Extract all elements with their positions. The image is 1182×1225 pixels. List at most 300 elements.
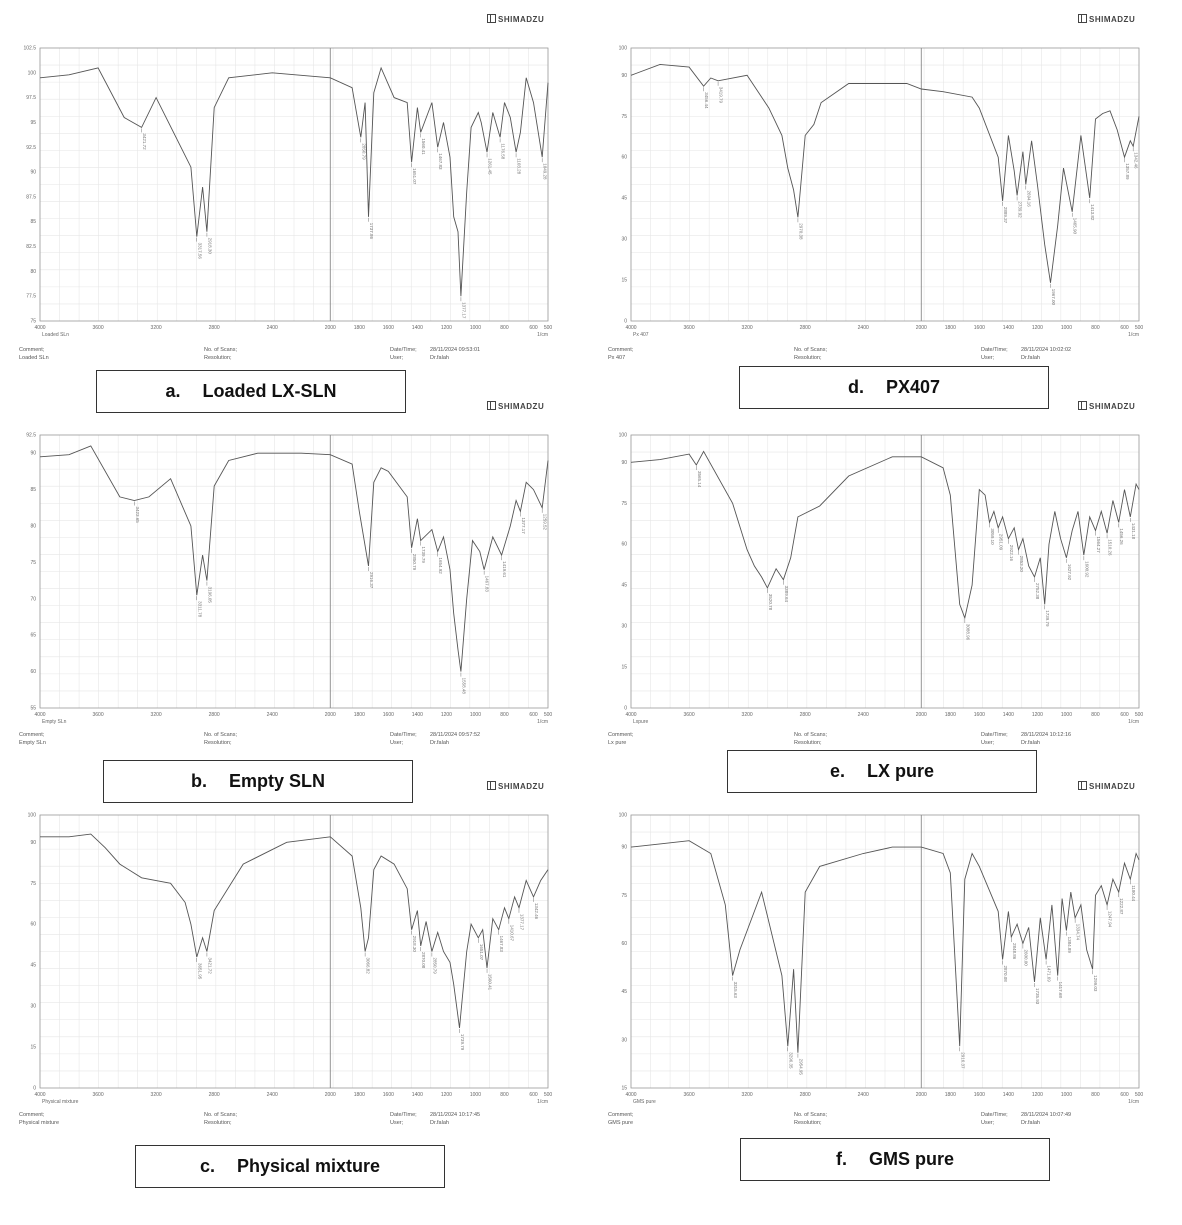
peak-label: 1739.79: [421, 546, 427, 563]
peak-label: 1735.93: [1034, 988, 1040, 1005]
x-tick-label: 1800: [944, 712, 956, 718]
x-tick-label: 2000: [324, 712, 336, 718]
x-tick-label: 1800: [353, 1092, 365, 1098]
peak-label: 2916.37: [368, 572, 374, 589]
peak-label: 1467.83: [438, 153, 444, 170]
grid: [40, 48, 548, 321]
x-axis-unit: 1/cm: [1128, 332, 1139, 338]
peak-label: 1176.58: [500, 143, 506, 160]
x-tick-label: 3200: [741, 325, 753, 331]
meta-comment-value: Physical mixture: [19, 1120, 60, 1126]
peak-label: 3389.64: [783, 585, 789, 602]
caption-text: Physical mixture: [236, 1156, 381, 1176]
x-tick-label: 2000: [915, 325, 927, 331]
x-tick-label: 500: [543, 712, 553, 718]
meta-comment-label: Comment;: [608, 732, 634, 738]
peak-label: 3311.78: [197, 601, 203, 618]
meta-datetime-value: 28/11/2024 09:53:01: [430, 347, 481, 353]
y-tick-label: 100: [27, 70, 36, 77]
y-tick-label: 80: [30, 523, 36, 530]
meta-comment-label: Comment;: [19, 1112, 45, 1118]
peak-label: 3520.78: [767, 593, 773, 611]
peak-label: 1180.44: [1130, 885, 1136, 902]
grid: [40, 815, 548, 1088]
caption-text: GMS pure: [868, 1149, 954, 1169]
peak-label: 2870.08: [1003, 965, 1009, 982]
peak-label: 1431.18: [1130, 522, 1136, 540]
caption-text: PX407: [885, 377, 941, 397]
meta-comment-label: Comment;: [19, 732, 45, 738]
x-tick-label: 3600: [683, 1092, 695, 1098]
y-tick-label: 55: [30, 705, 36, 712]
grid: [631, 435, 1139, 708]
meta-user-label: User;: [981, 1120, 995, 1126]
peak-label: 3419.79: [718, 86, 724, 104]
x-tick-label: 1800: [353, 325, 365, 331]
meta-resolution-label: Resolution;: [794, 355, 822, 361]
peak-label: 1558.48: [461, 677, 467, 694]
x-tick-label: 600: [1120, 325, 1129, 331]
peak-label: 2954.95: [798, 1058, 804, 1075]
x-tick-label: 2400: [857, 712, 869, 718]
x-tick-label: 800: [1091, 1092, 1100, 1098]
y-tick-label: 97.5: [26, 95, 36, 102]
x-tick-label: 3600: [92, 325, 104, 331]
peak-label: 2853.20: [1019, 555, 1025, 572]
peak-label: 2848.86: [1011, 943, 1017, 960]
meta-scans-label: No. of Scans;: [794, 1112, 828, 1118]
y-tick-label: 60: [30, 669, 36, 676]
peak-label: 1654.92: [438, 557, 444, 574]
brand-text: SHIMADZU: [1089, 402, 1136, 411]
peak-label: 2951.09: [998, 533, 1004, 551]
y-tick-label: 82.5: [26, 244, 36, 251]
panel-f: [591, 775, 1151, 1135]
peak-label: 2694.16: [1026, 190, 1032, 207]
x-tick-label: 1000: [1060, 1092, 1072, 1098]
peak-label: 1342.46: [533, 902, 539, 920]
x-tick-label: 1200: [440, 325, 452, 331]
x-tick-label: 3600: [683, 325, 695, 331]
x-axis-unit: 1/cm: [537, 332, 548, 338]
peak-label: 1456.26: [1119, 528, 1125, 545]
grid: [631, 48, 1139, 321]
x-tick-label: 1400: [411, 712, 423, 718]
meta-comment-value: Lx pure: [608, 740, 627, 746]
x-tick-label: 800: [1091, 325, 1100, 331]
meta-datetime-label: Date/Time;: [981, 1112, 1008, 1118]
x-tick-label: 4000: [34, 712, 46, 718]
ftir-spectrum-f: [591, 775, 1151, 1135]
x-tick-label: 4000: [625, 325, 637, 331]
caption-text: Empty SLN: [228, 771, 325, 791]
y-tick-label: 75: [30, 880, 36, 887]
y-tick-label: 100: [27, 812, 36, 819]
caption-text: LX pure: [867, 761, 935, 781]
y-tick-label: 75: [621, 892, 627, 899]
y-tick-label: 70: [30, 596, 36, 603]
peak-label: 1467.83: [499, 935, 505, 952]
x-tick-label: 1400: [411, 1092, 423, 1098]
panel-a: [0, 8, 560, 368]
y-tick-label: 85: [30, 219, 36, 226]
panel-c: [0, 775, 560, 1135]
brand-text: SHIMADZU: [1089, 782, 1136, 791]
caption-c: [135, 1145, 445, 1188]
x-tick-label: 1000: [1060, 325, 1072, 331]
grid: [631, 815, 1139, 1088]
peak-label: 3421.72: [142, 133, 148, 150]
ftir-spectrum-d: [591, 8, 1151, 368]
x-tick-label: 1400: [1002, 325, 1014, 331]
peak-label: 2850.79: [412, 553, 418, 571]
x-tick-label: 3600: [92, 1092, 104, 1098]
meta-scans-label: No. of Scans;: [204, 1112, 238, 1118]
meta-datetime-label: Date/Time;: [390, 347, 417, 353]
x-tick-label: 2000: [324, 325, 336, 331]
x-axis-unit: 1/cm: [537, 1099, 548, 1105]
caption-letter: e.: [829, 761, 845, 781]
ftir-spectrum-b: [0, 395, 560, 755]
peak-label: 1739.79: [459, 1033, 465, 1051]
peak-label: 3088.96: [965, 623, 971, 641]
brand-text: SHIMADZU: [498, 402, 545, 411]
x-tick-label: 800: [500, 712, 509, 718]
x-tick-label: 1600: [973, 1092, 985, 1098]
meta-user-label: User;: [981, 740, 995, 746]
meta-datetime-value: 28/11/2024 10:12:16: [1021, 732, 1072, 738]
peak-label: 1413.82: [1090, 204, 1096, 221]
y-tick-label: 45: [621, 582, 627, 589]
peak-label: 1103.28: [516, 158, 522, 175]
caption-letter: c.: [199, 1156, 215, 1176]
peak-label: 2739.92: [1017, 201, 1023, 218]
x-tick-label: 1600: [973, 325, 985, 331]
x-tick-label: 2800: [799, 325, 811, 331]
meta-user-value: Dr.falah: [1021, 740, 1040, 746]
peak-label: 1417.68: [1058, 981, 1064, 998]
x-tick-label: 2800: [208, 712, 220, 718]
meta-resolution-label: Resolution;: [204, 740, 232, 746]
y-tick-label: 15: [30, 1044, 36, 1051]
peak-label: 3315.63: [733, 981, 739, 998]
y-tick-label: 75: [621, 113, 627, 120]
meta-comment-label: Comment;: [608, 1112, 634, 1118]
y-tick-label: 90: [621, 844, 627, 851]
meta-user-value: Dr.falah: [1021, 1120, 1040, 1126]
brand-text: SHIMADZU: [498, 15, 545, 24]
x-tick-label: 800: [1091, 712, 1100, 718]
x-tick-label: 500: [1134, 325, 1144, 331]
x-tick-label: 1200: [1031, 325, 1043, 331]
meta-comment-label: Comment;: [19, 347, 45, 353]
meta-comment-label: Comment;: [608, 347, 634, 353]
peak-label: 2922.16: [1008, 544, 1014, 562]
meta-resolution-label: Resolution;: [204, 355, 232, 361]
peak-label: 1471.69: [1046, 965, 1052, 982]
peak-label: 3565.14: [696, 471, 702, 488]
peak-label: 3456.44: [704, 92, 710, 109]
caption-letter: f.: [835, 1149, 847, 1169]
x-tick-label: 2000: [915, 712, 927, 718]
x-tick-label: 500: [543, 325, 553, 331]
x-tick-label: 2400: [857, 325, 869, 331]
x-tick-label: 3600: [683, 712, 695, 718]
peak-label: 1377.17: [520, 517, 526, 534]
x-tick-label: 3200: [150, 1092, 162, 1098]
y-tick-label: 87.5: [26, 194, 36, 201]
y-tick-label: 15: [621, 1085, 627, 1092]
x-tick-label: 3600: [92, 712, 104, 718]
y-tick-label: 30: [30, 1003, 36, 1010]
caption-letter: a.: [165, 381, 181, 401]
peak-label: 1560.41: [487, 973, 493, 991]
y-tick-label: 60: [621, 940, 627, 947]
x-tick-label: 1200: [1031, 1092, 1043, 1098]
y-tick-label: 45: [30, 962, 36, 969]
y-tick-label: 100: [618, 432, 627, 439]
y-tick-label: 30: [621, 623, 627, 630]
x-tick-label: 600: [529, 325, 538, 331]
meta-comment-value: Px 407: [608, 355, 626, 361]
x-tick-label: 3200: [150, 325, 162, 331]
x-tick-label: 1600: [382, 712, 394, 718]
x-tick-label: 1200: [440, 1092, 452, 1098]
y-tick-label: 75: [30, 559, 36, 566]
peak-label: 3317.56: [197, 242, 203, 259]
meta-comment-value: Empty SLn: [19, 740, 46, 746]
peak-label: 1342.46: [1133, 152, 1139, 169]
meta-comment-value: Loaded SLn: [19, 355, 49, 361]
y-tick-label: 80: [30, 268, 36, 275]
y-tick-label: 85: [30, 487, 36, 494]
peak-label: 1410.67: [509, 924, 515, 942]
peak-label: 2600.00: [1023, 949, 1029, 966]
meta-user-label: User;: [981, 355, 995, 361]
x-tick-label: 600: [1120, 1092, 1129, 1098]
x-tick-label: 2400: [266, 712, 278, 718]
x-tick-label: 3200: [741, 1092, 753, 1098]
peak-label: 1737.86: [368, 222, 374, 240]
peak-label: 3066.82: [365, 957, 371, 974]
y-tick-label: 60: [621, 154, 627, 161]
sample-tag: Px 407: [633, 332, 649, 338]
y-tick-label: 30: [621, 1037, 627, 1044]
peak-label: 1261.45: [487, 158, 493, 175]
panel-e: [591, 395, 1151, 755]
meta-datetime-value: 28/11/2024 10:17:45: [430, 1112, 481, 1118]
peak-label: 1299.03: [1093, 975, 1099, 992]
peak-label: 3059.10: [990, 528, 996, 545]
peak-label: 2850.79: [361, 143, 367, 160]
ftir-spectrum-c: [0, 775, 560, 1135]
x-tick-label: 1600: [382, 1092, 394, 1098]
panel-d: [591, 8, 1151, 368]
peak-label: 3421.72: [207, 957, 213, 974]
x-tick-label: 600: [1120, 712, 1129, 718]
meta-resolution-label: Resolution;: [794, 740, 822, 746]
x-tick-label: 1000: [469, 712, 481, 718]
meta-datetime-value: 28/11/2024 10:07:49: [1021, 1112, 1072, 1118]
y-tick-label: 77.5: [26, 293, 36, 300]
x-tick-label: 1400: [1002, 712, 1014, 718]
meta-comment-value: GMS pure: [608, 1120, 634, 1126]
x-tick-label: 1800: [944, 325, 956, 331]
peak-label: 2889.37: [1003, 206, 1009, 224]
peak-label: 3423.65: [134, 506, 140, 523]
x-tick-label: 4000: [34, 325, 46, 331]
x-tick-label: 1000: [469, 1092, 481, 1098]
y-tick-label: 90: [30, 450, 36, 457]
meta-user-label: User;: [390, 355, 404, 361]
x-tick-label: 1600: [382, 325, 394, 331]
peak-label: 1049.28: [542, 163, 548, 180]
brand-text: SHIMADZU: [498, 782, 545, 791]
y-tick-label: 92.5: [26, 432, 36, 439]
x-tick-label: 4000: [625, 1092, 637, 1098]
y-tick-label: 30: [621, 236, 627, 243]
x-tick-label: 1800: [353, 712, 365, 718]
x-tick-label: 2800: [799, 1092, 811, 1098]
peak-label: 2850.79: [432, 957, 438, 974]
meta-scans-label: No. of Scans;: [204, 732, 238, 738]
x-tick-label: 2400: [266, 1092, 278, 1098]
y-tick-label: 102.5: [23, 45, 36, 52]
x-tick-label: 500: [1134, 712, 1144, 718]
peak-label: 1384.89: [1066, 936, 1072, 953]
x-tick-label: 800: [500, 325, 509, 331]
meta-user-value: Dr.falah: [1021, 355, 1040, 361]
y-tick-label: 92.5: [26, 144, 36, 151]
peak-label: 2916.37: [960, 1052, 966, 1069]
x-tick-label: 800: [500, 1092, 509, 1098]
meta-datetime-value: 28/11/2024 09:57:52: [430, 732, 481, 738]
peak-label: 2918.30: [412, 935, 418, 952]
peak-label: 1334.74: [1075, 923, 1081, 941]
x-tick-label: 600: [529, 1092, 538, 1098]
x-tick-label: 1400: [1002, 1092, 1014, 1098]
y-tick-label: 60: [621, 541, 627, 548]
ftir-spectrum-e: [591, 395, 1151, 755]
meta-scans-label: No. of Scans;: [204, 347, 238, 353]
meta-datetime-value: 28/11/2024 10:02:02: [1021, 347, 1072, 353]
x-tick-label: 1400: [411, 325, 423, 331]
peak-label: 1259.52: [542, 513, 548, 531]
x-tick-label: 2400: [857, 1092, 869, 1098]
y-tick-label: 75: [30, 318, 36, 325]
panel-b: [0, 395, 560, 755]
meta-scans-label: No. of Scans;: [794, 732, 828, 738]
y-tick-label: 90: [621, 72, 627, 79]
peak-label: 1560.41: [421, 138, 427, 155]
y-tick-label: 0: [624, 705, 627, 712]
y-tick-label: 90: [30, 169, 36, 176]
ftir-spectrum-a: [0, 8, 560, 368]
peak-label: 1247.94: [1107, 910, 1113, 928]
x-axis-unit: 1/cm: [1128, 1099, 1139, 1105]
peak-label: 1465.90: [1072, 217, 1078, 235]
meta-user-label: User;: [390, 740, 404, 746]
x-tick-label: 2800: [208, 1092, 220, 1098]
x-axis-unit: 1/cm: [1128, 719, 1139, 725]
y-tick-label: 15: [621, 277, 627, 284]
x-tick-label: 3200: [150, 712, 162, 718]
x-axis-unit: 1/cm: [537, 719, 548, 725]
x-tick-label: 500: [1134, 1092, 1144, 1098]
peak-label: 2752.38: [1034, 582, 1040, 600]
x-tick-label: 4000: [34, 1092, 46, 1098]
meta-user-value: Dr.falah: [430, 740, 449, 746]
peak-label: 3296.35: [788, 1052, 794, 1069]
x-tick-label: 1000: [1060, 712, 1072, 718]
sample-tag: Physical mixture: [42, 1099, 79, 1105]
peak-label: 2870.08: [421, 952, 427, 969]
peak-label: 1377.17: [519, 913, 525, 931]
meta-datetime-label: Date/Time;: [390, 732, 417, 738]
peak-label: 1739.79: [1045, 610, 1051, 627]
meta-datetime-label: Date/Time;: [390, 1112, 417, 1118]
caption-letter: d.: [847, 377, 864, 397]
meta-user-value: Dr.falah: [430, 355, 449, 361]
y-tick-label: 100: [618, 812, 627, 819]
peak-label: 1564.27: [1095, 536, 1101, 553]
x-tick-label: 1800: [944, 1092, 956, 1098]
y-tick-label: 90: [30, 839, 36, 846]
peak-label: 1377.17: [461, 302, 467, 319]
x-tick-label: 2000: [324, 1092, 336, 1098]
y-tick-label: 100: [618, 45, 627, 52]
x-tick-label: 600: [529, 712, 538, 718]
y-tick-label: 45: [621, 195, 627, 202]
y-tick-label: 65: [30, 632, 36, 639]
y-tick-label: 60: [30, 921, 36, 928]
meta-resolution-label: Resolution;: [794, 1120, 822, 1126]
y-tick-label: 0: [624, 318, 627, 325]
y-tick-label: 95: [30, 119, 36, 126]
meta-scans-label: No. of Scans;: [794, 347, 828, 353]
caption-f: [740, 1138, 1050, 1181]
y-tick-label: 15: [621, 664, 627, 671]
brand-text: SHIMADZU: [1089, 15, 1136, 24]
sample-tag: GMS pure: [633, 1099, 656, 1105]
sample-tag: Lxpure: [633, 719, 649, 725]
x-tick-label: 2000: [915, 1092, 927, 1098]
caption-text: Loaded LX-SLN: [202, 381, 337, 401]
x-tick-label: 4000: [625, 712, 637, 718]
x-tick-label: 3200: [741, 712, 753, 718]
meta-resolution-label: Resolution;: [204, 1120, 232, 1126]
peak-label: 1419.61: [502, 561, 508, 578]
y-tick-label: 75: [621, 500, 627, 507]
peak-label: 1967.00: [1050, 288, 1056, 306]
meta-user-value: Dr.falah: [430, 1120, 449, 1126]
y-tick-label: 45: [621, 989, 627, 996]
peak-label: 1357.89: [1124, 163, 1130, 180]
peak-label: 1651.07: [478, 943, 484, 961]
peak-label: 1627.92: [1066, 563, 1072, 581]
peak-label: 1467.83: [484, 575, 490, 592]
x-tick-label: 500: [543, 1092, 553, 1098]
peak-label: 3651.95: [197, 962, 203, 980]
x-tick-label: 1000: [469, 325, 481, 331]
x-tick-label: 1200: [440, 712, 452, 718]
peak-label: 2918.30: [207, 237, 213, 254]
x-tick-label: 2800: [208, 325, 220, 331]
meta-user-label: User;: [390, 1120, 404, 1126]
peak-label: 1222.87: [1119, 898, 1125, 915]
sample-tag: Empty SLn: [42, 719, 67, 725]
peak-label: 1651.07: [412, 168, 418, 185]
